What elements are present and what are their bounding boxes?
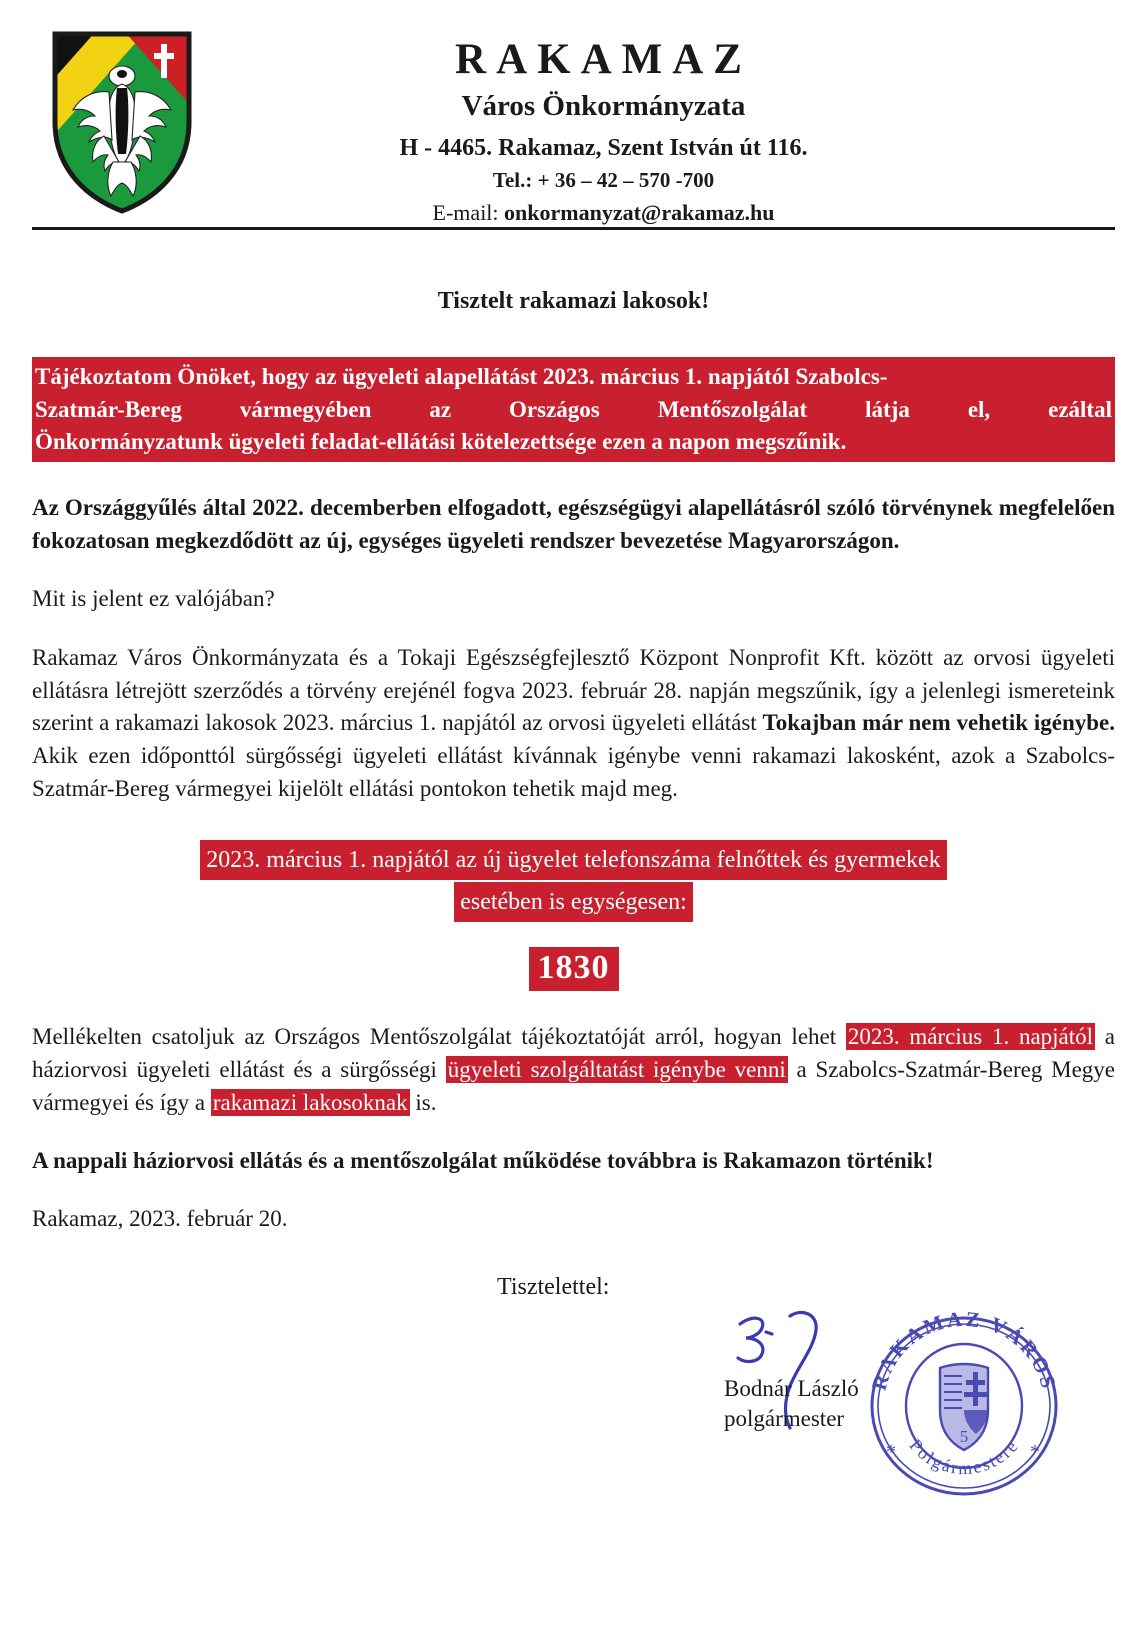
notice-word: Szatmár-Bereg xyxy=(35,396,182,422)
attach-highlight-3: rakamazi lakosoknak xyxy=(212,1089,408,1115)
paragraph-closing: A nappali háziorvosi ellátás és a mentőszolgálat működése továbbra is Rakamazon történik! xyxy=(32,1148,934,1174)
details-bold-phrase: Tokajban már nem vehetik igénybe. xyxy=(762,710,1115,736)
phone-notice-line-2: esetében is egységesen: xyxy=(454,882,693,922)
notice-word: az xyxy=(429,396,452,422)
paragraph-question: Mit is jelent ez valójában? xyxy=(32,586,275,612)
document-body xyxy=(32,230,1115,1504)
notice-word: Mentőszolgálat xyxy=(657,396,808,422)
attach-part-2: a háziorvosi ügyeleti ellátást és a sürgősségi xyxy=(32,1024,1116,1082)
attach-highlight-1: 2023. március 1. napjától xyxy=(847,1024,1094,1050)
date-line: Rakamaz, 2023. február 20. xyxy=(32,1205,288,1231)
notice-word: el, xyxy=(967,396,991,422)
stamp-outer-text-top: RAKAMAZ VÁROS xyxy=(866,1306,1062,1393)
emergency-phone-number: 1830 xyxy=(529,947,619,991)
signer-title: polgármester xyxy=(724,1405,845,1431)
stamp-star-left: * xyxy=(886,1440,896,1463)
notice-word: Országos xyxy=(509,396,600,422)
letterhead xyxy=(32,0,1115,225)
paragraph-attachment xyxy=(32,1021,1115,1119)
attach-part-4: is. xyxy=(409,1089,437,1115)
stamp-star-right: * xyxy=(1030,1440,1040,1463)
notice-line-1: Tájékoztatom Önöket, hogy az ügyeleti alapellátást 2023. március 1. napjától Szabolcs- xyxy=(35,364,888,389)
notice-highlight-block xyxy=(32,357,1115,462)
signer-block xyxy=(724,1374,859,1434)
regards-label: Tisztelettel: xyxy=(497,1273,610,1300)
notice-line-2 xyxy=(35,394,1112,427)
letterhead-text xyxy=(202,30,1115,228)
notice-word: látja xyxy=(865,396,910,422)
attach-part-1: Mellékelten csatoljuk az Országos Mentőszolgálat tájékoztatóját arról, hogyan lehet xyxy=(32,1024,846,1050)
phone-number-header: Tel.: + 36 – 42 – 570 -700 xyxy=(492,168,715,193)
phone-notice-line-1: 2023. március 1. napjától az új ügyelet telefonszáma felnőttek és gyermekek xyxy=(200,840,946,880)
details-part-2: Akik ezen időponttól sürgősségi ügyeleti ellátást kívánnak igénybe venni rakamazi lakosként, azok a Szabolcs-Szatmár-Bereg vármegyei kijelölt ellátási pontokon tehetik majd meg. xyxy=(32,742,1115,801)
town-name: RAKAMAZ xyxy=(455,36,752,83)
official-stamp xyxy=(864,1306,1064,1506)
hungary-coat-of-arms-icon xyxy=(940,1364,988,1450)
notice-line-3: Önkormányzatunk ügyeleti feladat-ellátási kötelezettsége ezen a napon megszűnik. xyxy=(35,429,847,455)
email-line xyxy=(202,198,1005,229)
details-part-1: Rakamaz Város Önkormányzata és a Tokaji Egészségfejlesztő Központ Nonprofit Kft. között az orvosi ügyeleti ellátásra létrejött szerződés a törvény erejénél fogva 2023. február 28. napján megszűnik, így a jelenlegi ismereteink szerint a rakamazi lakosok 2023. március 1. napjától az orvosi ügyeleti ellátást xyxy=(32,644,1115,736)
emergency-phone-number-block xyxy=(32,947,1115,991)
stamp-outer-text-bottom: Polgármestere xyxy=(905,1435,1023,1479)
notice-word: vármegyében xyxy=(239,396,372,422)
paragraph-details xyxy=(32,642,1115,805)
stamp-number: 5 xyxy=(959,1426,969,1446)
signature-area xyxy=(32,1274,1115,1504)
attach-part-3: a Szabolcs-Szatmár-Bereg Megye vármegyei és így a xyxy=(32,1056,1115,1115)
signer-name: Bodnár László xyxy=(724,1375,859,1401)
coat-of-arms-icon xyxy=(32,30,202,215)
notice-word: ezáltal xyxy=(1048,396,1112,422)
email-address[interactable]: onkormanyzat@rakamaz.hu xyxy=(504,199,775,225)
paragraph-law: Az Országgyűlés által 2022. decemberben elfogadott, egészségügyi alapellátásról szóló törvénynek megfelelően fokozatosan megkezdődött az új, egységes ügyeleti rendszer bevezetése Magyarországon. xyxy=(32,494,1115,553)
town-subtitle: Város Önkormányzata xyxy=(461,90,746,123)
postal-address: H - 4465. Rakamaz, Szent István út 116. xyxy=(399,134,808,161)
salutation: Tisztelt rakamazi lakosok! xyxy=(437,288,710,314)
phone-notice-block xyxy=(32,839,1115,923)
attach-highlight-2: ügyeleti szolgáltatást igénybe venni xyxy=(447,1056,786,1082)
email-label: E-mail: xyxy=(432,199,505,225)
